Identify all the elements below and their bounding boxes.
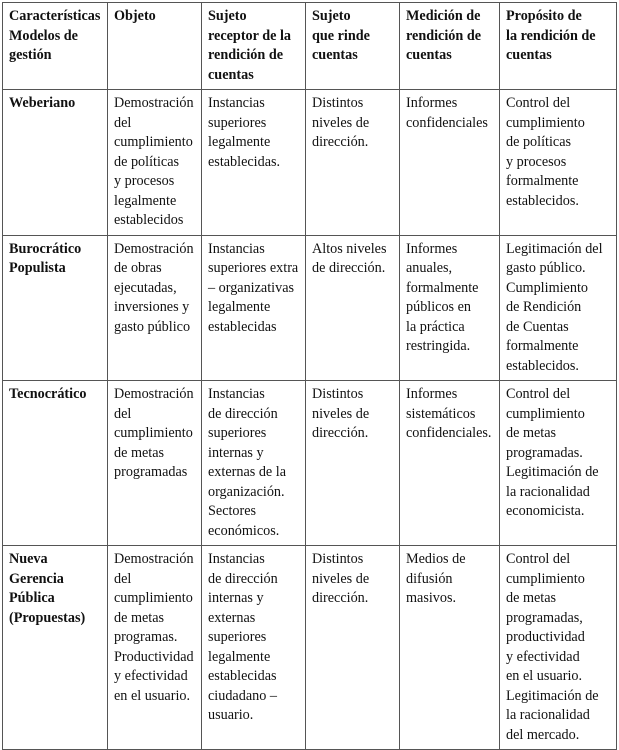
table-cell: Instancias superiores legalmente establecidas.	[202, 90, 306, 236]
table-cell: Legitimación del gasto público. Cumplimiento de Rendición de Cuentas formalmente establecidos.	[500, 235, 617, 381]
table-cell: Demostración del cumplimiento de metas programadas	[108, 381, 202, 546]
table-cell: Distintos niveles de dirección.	[306, 90, 400, 236]
table-row	[3, 381, 617, 546]
table-cell: Control del cumplimiento de metas programadas, productividad y efectividad en el usuario. Legitimación de la racionalidad del mercado.	[500, 546, 617, 750]
table-cell: Medios de difusión masivos.	[400, 546, 500, 750]
table-cell: Distintos niveles de dirección.	[306, 381, 400, 546]
header-object: Objeto	[108, 3, 202, 90]
table-cell: Demostración del cumplimiento de políticas y procesos legalmente establecidos	[108, 90, 202, 236]
header-receiver: Sujeto receptor de la rendición de cuentas	[202, 3, 306, 90]
table-cell: Control del cumplimiento de políticas y procesos formalmente establecidos.	[500, 90, 617, 236]
table-cell: Instancias de dirección superiores internas y externas de la organización. Sectores económicos.	[202, 381, 306, 546]
table-cell: Informes confidenciales	[400, 90, 500, 236]
model-name: Burocrático Populista	[3, 235, 108, 381]
table-cell: Instancias superiores extra – organizativas legalmente establecidas	[202, 235, 306, 381]
model-name: Nueva Gerencia Pública (Propuestas)	[3, 546, 108, 750]
header-models: Características Modelos de gestión	[3, 3, 108, 90]
header-measurement: Medición de rendición de cuentas	[400, 3, 500, 90]
table-cell: Demostración de obras ejecutadas, inversiones y gasto público	[108, 235, 202, 381]
table-cell: Informes anuales, formalmente públicos en la práctica restringida.	[400, 235, 500, 381]
table-row	[3, 235, 617, 381]
table-cell: Control del cumplimiento de metas programadas. Legitimación de la racionalidad economicista.	[500, 381, 617, 546]
header-purpose: Propósito de la rendición de cuentas	[500, 3, 617, 90]
header-reporter: Sujeto que rinde cuentas	[306, 3, 400, 90]
model-name: Weberiano	[3, 90, 108, 236]
table-row	[3, 90, 617, 236]
header-row	[3, 3, 617, 90]
table-cell: Informes sistemáticos confidenciales.	[400, 381, 500, 546]
table-cell: Altos niveles de dirección.	[306, 235, 400, 381]
table-cell: Demostración del cumplimiento de metas programas. Productividad y efectividad en el usuario.	[108, 546, 202, 750]
table-cell: Distintos niveles de dirección.	[306, 546, 400, 750]
management-models-table	[2, 2, 617, 750]
table-row	[3, 546, 617, 750]
table-cell: Instancias de dirección internas y externas superiores legalmente establecidas ciudadano – usuario.	[202, 546, 306, 750]
model-name: Tecnocrático	[3, 381, 108, 546]
